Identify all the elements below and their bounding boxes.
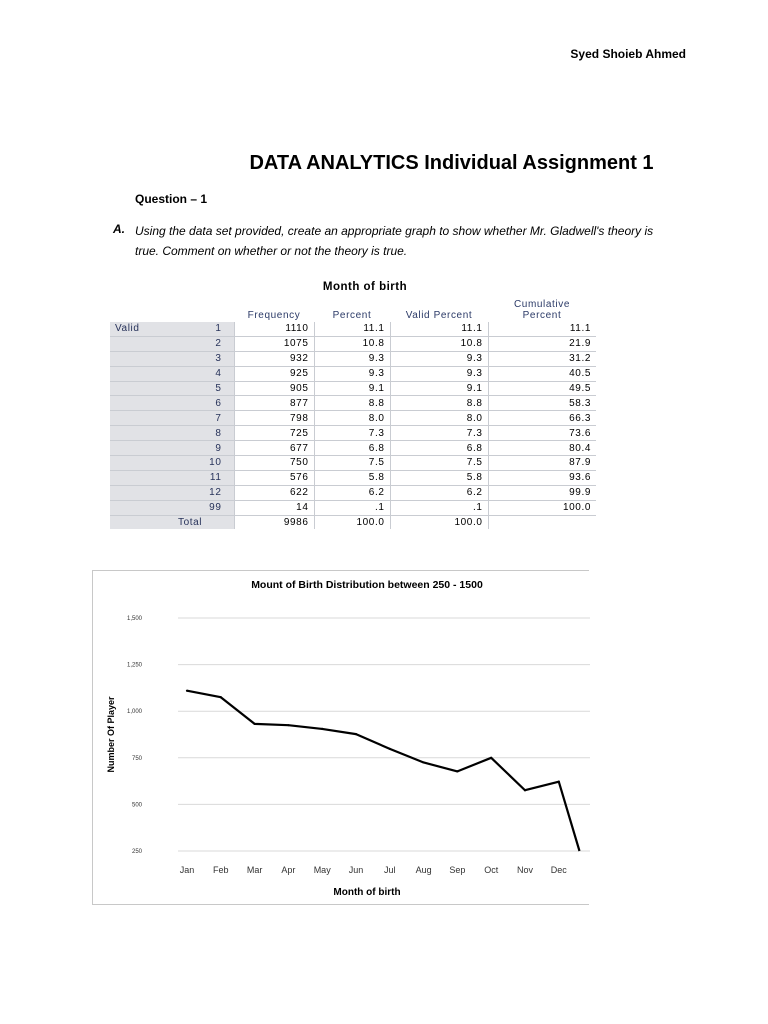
row-code: 12 bbox=[176, 485, 234, 500]
x-tick-label: May bbox=[313, 865, 331, 875]
data-point bbox=[423, 761, 425, 763]
frequency-table-body bbox=[110, 322, 596, 529]
row-valid-percent: 9.3 bbox=[390, 366, 488, 381]
row-percent: 7.5 bbox=[314, 456, 390, 471]
row-percent: 5.8 bbox=[314, 470, 390, 485]
data-point bbox=[220, 696, 222, 698]
data-point bbox=[524, 789, 526, 791]
row-percent: 6.8 bbox=[314, 441, 390, 456]
total-valid-percent: 100.0 bbox=[390, 515, 488, 529]
x-tick-label: Sep bbox=[449, 865, 466, 875]
x-tick-label: Nov bbox=[516, 865, 534, 875]
header-frequency: Frequency bbox=[247, 310, 301, 321]
part-text: Using the data set provided, create an appropriate graph to show whether Mr. Gladwell's theory is true. Comment on whether or not the theory is true. bbox=[135, 224, 654, 258]
row-valid-percent: 6.2 bbox=[390, 485, 488, 500]
row-cumulative: 87.9 bbox=[488, 456, 596, 471]
row-percent: 9.1 bbox=[314, 381, 390, 396]
table-row-total bbox=[110, 515, 596, 529]
row-frequency: 677 bbox=[234, 441, 314, 456]
row-label bbox=[110, 456, 176, 471]
data-point bbox=[389, 748, 391, 750]
table-row bbox=[110, 396, 596, 411]
data-point bbox=[355, 733, 357, 735]
table-row bbox=[110, 366, 596, 381]
row-label bbox=[110, 336, 176, 351]
series-line bbox=[187, 691, 579, 851]
row-code: 2 bbox=[176, 336, 234, 351]
table-row bbox=[110, 322, 596, 336]
y-tick-label: 750 bbox=[131, 755, 142, 762]
row-cumulative: 66.3 bbox=[488, 411, 596, 426]
row-code: 7 bbox=[176, 411, 234, 426]
total-label: Total bbox=[110, 515, 234, 529]
row-percent: 9.3 bbox=[314, 366, 390, 381]
table-row bbox=[110, 381, 596, 396]
chart-frame bbox=[92, 570, 589, 905]
row-percent: 8.0 bbox=[314, 411, 390, 426]
data-point bbox=[558, 781, 560, 783]
question-label: Question – 1 bbox=[135, 192, 208, 206]
row-cumulative: 99.9 bbox=[488, 485, 596, 500]
row-code: 3 bbox=[176, 351, 234, 366]
data-point bbox=[254, 723, 256, 725]
row-code: 11 bbox=[176, 470, 234, 485]
row-percent: 10.8 bbox=[314, 336, 390, 351]
header-cumulative-line1: Cumulative bbox=[513, 299, 571, 310]
row-code: 10 bbox=[176, 456, 234, 471]
x-tick-label: Jan bbox=[179, 865, 195, 875]
frequency-table-title: Month of birth bbox=[322, 281, 408, 293]
row-label bbox=[110, 351, 176, 366]
y-tick-label: 1,250 bbox=[126, 662, 142, 669]
row-code: 8 bbox=[176, 426, 234, 441]
row-valid-percent: .1 bbox=[390, 500, 488, 515]
table-row bbox=[110, 470, 596, 485]
header-cumulative-line2: Percent bbox=[522, 310, 562, 321]
row-frequency: 725 bbox=[234, 426, 314, 441]
row-label bbox=[110, 485, 176, 500]
data-point bbox=[456, 770, 458, 772]
x-tick-label: Apr bbox=[281, 865, 296, 875]
row-frequency: 925 bbox=[234, 366, 314, 381]
x-tick-label: Oct bbox=[484, 865, 499, 875]
row-percent: 7.3 bbox=[314, 426, 390, 441]
y-axis-label: Number Of Player bbox=[106, 696, 116, 773]
row-label bbox=[110, 470, 176, 485]
row-cumulative: 58.3 bbox=[488, 396, 596, 411]
header-cumulative-percent bbox=[488, 297, 596, 322]
row-frequency: 932 bbox=[234, 351, 314, 366]
row-label bbox=[110, 441, 176, 456]
table-row bbox=[110, 441, 596, 456]
part-letter: A. bbox=[113, 222, 125, 236]
row-cumulative: 73.6 bbox=[488, 426, 596, 441]
row-valid-percent: 5.8 bbox=[390, 470, 488, 485]
row-label bbox=[110, 396, 176, 411]
y-tick-label: 250 bbox=[131, 849, 142, 855]
table-row bbox=[110, 500, 596, 515]
row-code: 6 bbox=[176, 396, 234, 411]
row-label bbox=[110, 426, 176, 441]
row-cumulative: 11.1 bbox=[488, 322, 596, 336]
line-chart bbox=[93, 571, 590, 906]
table-row bbox=[110, 411, 596, 426]
y-tick-label: 1,000 bbox=[126, 709, 142, 716]
data-point bbox=[490, 757, 492, 759]
table-row bbox=[110, 426, 596, 441]
row-frequency: 14 bbox=[234, 500, 314, 515]
row-cumulative: 49.5 bbox=[488, 381, 596, 396]
row-frequency: 1075 bbox=[234, 336, 314, 351]
y-tick-label: 1,500 bbox=[126, 616, 142, 622]
header-valid-percent: Valid Percent bbox=[405, 310, 473, 321]
row-code: 5 bbox=[176, 381, 234, 396]
row-percent: 9.3 bbox=[314, 351, 390, 366]
row-cumulative: 31.2 bbox=[488, 351, 596, 366]
header-blank-2 bbox=[176, 297, 234, 322]
row-valid-percent: 10.8 bbox=[390, 336, 488, 351]
total-percent: 100.0 bbox=[314, 515, 390, 529]
document-title: DATA ANALYTICS Individual Assignment 1 bbox=[249, 152, 654, 174]
row-frequency: 576 bbox=[234, 470, 314, 485]
frequency-table-header bbox=[110, 297, 596, 322]
row-label bbox=[110, 366, 176, 381]
author-name: Syed Shoieb Ahmed bbox=[570, 47, 686, 61]
table-row bbox=[110, 336, 596, 351]
table-row bbox=[110, 351, 596, 366]
row-cumulative: 40.5 bbox=[488, 366, 596, 381]
y-tick-label: 500 bbox=[131, 802, 142, 809]
row-percent: 11.1 bbox=[314, 322, 390, 336]
row-cumulative: 21.9 bbox=[488, 336, 596, 351]
row-code: 1 bbox=[176, 322, 234, 336]
data-point bbox=[186, 690, 188, 692]
row-frequency: 798 bbox=[234, 411, 314, 426]
row-valid-percent: 9.1 bbox=[390, 381, 488, 396]
row-cumulative: 93.6 bbox=[488, 470, 596, 485]
table-row bbox=[110, 456, 596, 471]
row-valid-percent: 7.5 bbox=[390, 456, 488, 471]
x-tick-label: Jun bbox=[348, 865, 364, 875]
x-tick-label: Jul bbox=[384, 865, 396, 875]
row-percent: 6.2 bbox=[314, 485, 390, 500]
row-valid-percent: 6.8 bbox=[390, 441, 488, 456]
row-label bbox=[110, 381, 176, 396]
row-code: 4 bbox=[176, 366, 234, 381]
row-cumulative: 80.4 bbox=[488, 441, 596, 456]
header-percent: Percent bbox=[332, 310, 372, 321]
row-valid-percent: 9.3 bbox=[390, 351, 488, 366]
x-tick-label: Feb bbox=[213, 865, 229, 875]
row-label: Valid bbox=[110, 322, 176, 336]
row-code: 99 bbox=[176, 500, 234, 515]
row-frequency: 1110 bbox=[234, 322, 314, 336]
row-valid-percent: 11.1 bbox=[390, 322, 488, 336]
row-frequency: 905 bbox=[234, 381, 314, 396]
x-axis-label: Month of birth bbox=[333, 887, 401, 898]
row-valid-percent: 8.8 bbox=[390, 396, 488, 411]
x-tick-label: Aug bbox=[415, 865, 432, 875]
data-point bbox=[287, 724, 289, 726]
frequency-table bbox=[110, 297, 596, 529]
row-valid-percent: 7.3 bbox=[390, 426, 488, 441]
chart-title: Mount of Birth Distribution between 250 - 1500 bbox=[251, 579, 483, 591]
row-label bbox=[110, 500, 176, 515]
row-percent: .1 bbox=[314, 500, 390, 515]
header-blank-1 bbox=[110, 297, 176, 322]
row-frequency: 750 bbox=[234, 456, 314, 471]
row-percent: 8.8 bbox=[314, 396, 390, 411]
total-cumulative bbox=[488, 515, 596, 529]
x-tick-label: Mar bbox=[246, 865, 263, 875]
row-code: 9 bbox=[176, 441, 234, 456]
row-frequency: 622 bbox=[234, 485, 314, 500]
row-valid-percent: 8.0 bbox=[390, 411, 488, 426]
row-label bbox=[110, 411, 176, 426]
total-frequency: 9986 bbox=[234, 515, 314, 529]
row-cumulative: 100.0 bbox=[488, 500, 596, 515]
data-point bbox=[321, 728, 323, 730]
x-tick-label: Dec bbox=[550, 865, 567, 875]
row-frequency: 877 bbox=[234, 396, 314, 411]
table-row bbox=[110, 485, 596, 500]
